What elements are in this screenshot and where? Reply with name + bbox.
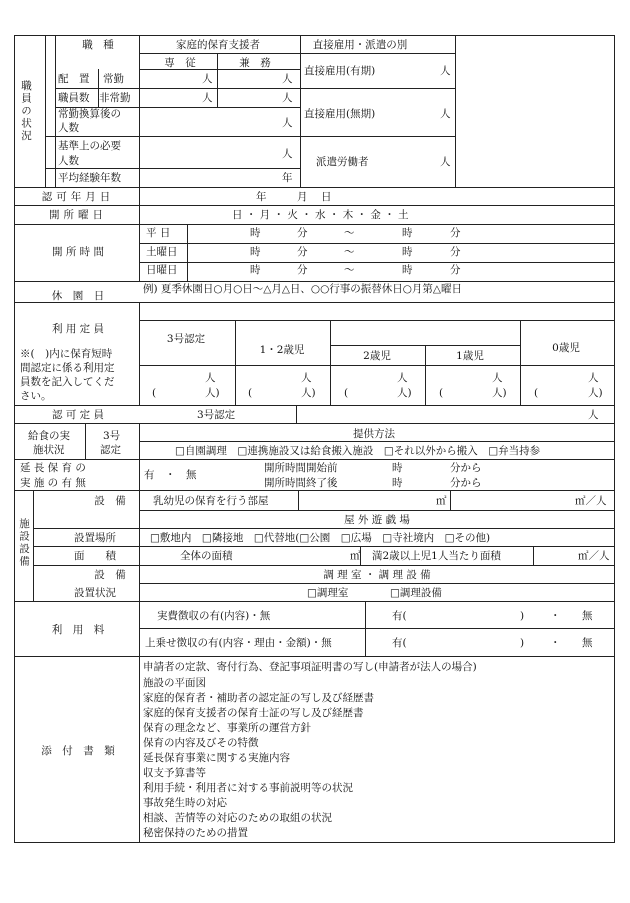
capacity-note-4: さい。	[20, 390, 52, 402]
saturday-tilde: ～	[344, 246, 355, 258]
extended-end-label: 開所時間終了後	[264, 477, 338, 489]
required-label-2: 人数	[58, 155, 79, 167]
fte-label: 常勤換算後の	[58, 108, 121, 120]
location-options: □敷地内 □隣接地 □代替地(□公園 □広場 □寺社境内 □その他)	[150, 532, 491, 544]
full-time-header: 専 従	[164, 57, 196, 69]
grid-line	[14, 281, 615, 282]
age-1-2-header: 1・2歳児	[259, 344, 305, 356]
attachment-item: 秘密保持のための措置	[143, 827, 248, 839]
meals-cert-label: 3号	[103, 430, 121, 442]
grid-line	[33, 528, 615, 529]
extended-care-label: 延 長 保 育 の	[20, 462, 86, 474]
grid-line	[300, 136, 456, 137]
grid-line	[14, 601, 615, 602]
attachment-item: 事故発生時の対応	[143, 797, 227, 809]
grid-line	[14, 35, 15, 843]
fees-label: 利 用 料	[51, 624, 105, 636]
attachment-item: 相談、苦情等の対応のための取組の状況	[143, 812, 332, 824]
grid-line	[139, 510, 615, 511]
grid-line	[298, 490, 299, 511]
grid-line	[14, 459, 615, 460]
grid-line	[300, 88, 456, 89]
fees-actual-label: 実費徴収の有(内容)・無	[157, 610, 271, 622]
sunday-tilde: ～	[344, 264, 355, 276]
kitchen-header: 調 理 室 ・ 調 理 設 備	[323, 569, 431, 581]
grid-line	[14, 423, 615, 424]
meals-label-2: 施状況	[33, 444, 65, 456]
grid-line	[14, 656, 615, 657]
age1-short-close: 人)	[492, 387, 507, 399]
regular-full-time-unit: 人	[202, 73, 213, 85]
grid-line	[45, 168, 301, 169]
open-days-label: 開所曜日	[49, 209, 107, 221]
age-2-header: 2歳児	[363, 350, 391, 362]
grid-line	[330, 345, 521, 346]
regular-concurrent-unit: 人	[282, 73, 293, 85]
direct-open-unit: 人	[440, 108, 451, 120]
grid-line	[45, 35, 46, 188]
meals-cert-label-2: 認定	[100, 444, 121, 456]
grid-line	[14, 490, 615, 491]
location-label: 設置場所	[74, 532, 116, 544]
saturday-end-minute: 分	[450, 246, 461, 258]
grid-line	[300, 35, 301, 188]
grid-line	[139, 365, 615, 366]
grid-line	[217, 53, 218, 108]
weekday-start-minute: 分	[297, 227, 308, 239]
age1-short-open: (	[439, 387, 444, 399]
weekday-end-minute: 分	[450, 227, 461, 239]
age-0-header: 0歳児	[552, 342, 580, 354]
grid-line	[85, 423, 86, 460]
meals-method-header: 提供方法	[353, 428, 395, 440]
grid-line	[14, 224, 615, 225]
fees-actual-dot: ・	[550, 610, 561, 622]
grid-line	[450, 490, 451, 511]
capacity-cert3-header: 3号認定	[166, 333, 206, 345]
fees-actual-yes: 有(	[392, 610, 407, 622]
grid-line	[425, 345, 426, 406]
grid-line	[139, 583, 615, 584]
grid-line	[139, 187, 140, 282]
attachment-item: 施設の平面図	[143, 677, 206, 689]
licensed-cert3-label: 3号認定	[197, 409, 236, 421]
attachment-item: 申請者の定款、寄付行為、登記事項証明書の写し(申請者が法人の場合)	[143, 661, 477, 673]
extended-yes-no: 有 ・ 無	[144, 469, 197, 481]
grid-line	[139, 243, 615, 244]
equipment-label: 設 備	[94, 495, 126, 507]
weekday-label: 平 日	[146, 227, 171, 239]
holidays-label: 休 園 日	[51, 290, 105, 302]
capacity-note-2: 間認定に係る利用定	[20, 362, 115, 374]
grid-line	[14, 35, 615, 36]
fte-label-2: 人数	[58, 122, 79, 134]
grid-line	[139, 53, 456, 54]
per-child-area-unit: ㎡／人	[578, 550, 610, 562]
grid-line	[614, 35, 615, 843]
fte-unit: 人	[282, 117, 293, 129]
grid-line	[139, 35, 140, 188]
age2-unit: 人	[397, 372, 408, 384]
extended-start-from: 分から	[450, 462, 482, 474]
fees-topup-close: )	[520, 637, 525, 649]
saturday-label: 土曜日	[146, 246, 178, 258]
age2-short-close: 人)	[397, 387, 412, 399]
extended-care-label-2: 実 施 の 有 無	[20, 477, 86, 489]
grid-line	[139, 441, 615, 442]
grid-line	[14, 187, 615, 188]
open-hours-label: 開 所 時 間	[51, 246, 105, 258]
grid-line	[139, 320, 615, 321]
approval-date-label: 認可年月日	[41, 191, 115, 203]
capacity-note-3: 員数を記入してくだ	[20, 376, 115, 388]
grid-line	[55, 88, 301, 89]
playground-header: 屋 外 遊 戯 場	[344, 514, 410, 526]
attachment-item: 延長保育事業に関する実施内容	[143, 752, 290, 764]
cert3-short-open: (	[152, 387, 157, 399]
grid-line	[139, 302, 140, 406]
saturday-start-hour: 時	[250, 246, 261, 258]
non-regular-full-time-unit: 人	[202, 92, 213, 104]
extended-end-from: 分から	[450, 477, 482, 489]
weekday-start-hour: 時	[250, 227, 261, 239]
sunday-end-minute: 分	[450, 264, 461, 276]
infant-room-label: 乳幼児の保育を行う部屋	[153, 495, 269, 507]
grid-line	[139, 262, 615, 263]
age0-short-close: 人)	[588, 387, 603, 399]
sunday-label: 日曜日	[146, 264, 178, 276]
fees-actual-close: )	[520, 610, 525, 622]
approval-day: 日	[321, 191, 332, 203]
age-1-header: 1歳児	[456, 350, 484, 362]
non-regular-label: 非常勤	[99, 92, 131, 104]
approval-year: 年	[256, 191, 267, 203]
grid-line	[520, 320, 521, 406]
grid-line	[296, 405, 297, 424]
experience-unit: 年	[282, 172, 293, 184]
infant-room-per-unit: ㎡／人	[575, 495, 607, 507]
grid-line	[14, 205, 615, 206]
age1-unit: 人	[492, 372, 503, 384]
age0-short-open: (	[534, 387, 539, 399]
grid-line	[139, 459, 140, 491]
grid-line	[139, 601, 140, 657]
infant-room-area-unit: ㎡	[436, 495, 447, 507]
sunday-end-hour: 時	[402, 264, 413, 276]
attachment-item: 収支予算書等	[143, 767, 206, 779]
extended-start-hour: 時	[392, 462, 403, 474]
fees-topup-no: 無	[582, 637, 593, 649]
saturday-start-minute: 分	[297, 246, 308, 258]
grid-line	[55, 35, 56, 188]
direct-open-label: 直接雇用(無期)	[304, 108, 376, 120]
age2-short-open: (	[344, 387, 349, 399]
extended-end-hour: 時	[392, 477, 403, 489]
attachment-item: 利用手続・利用者に対する事前説明等の状況	[143, 782, 353, 794]
grid-line	[14, 405, 615, 406]
grid-line	[139, 656, 140, 843]
holidays-example: 例) 夏季休園日○月○日～△月△日、○○行事の振替休日○月第△曜日	[143, 283, 462, 295]
attachment-item: 保育の理念など、事業所の運営方針	[143, 722, 311, 734]
attachments-label: 添 付 書 類	[41, 745, 115, 757]
grid-line	[139, 628, 615, 629]
concurrent-header: 兼 務	[239, 57, 271, 69]
grid-line	[455, 35, 456, 188]
attachment-item: 保育の内容及びその特徴	[143, 737, 259, 749]
age12-unit: 人	[301, 372, 312, 384]
fees-topup-label: 上乗せ徴収の有(内容・理由・金額)・無	[145, 637, 332, 649]
weekday-end-hour: 時	[402, 227, 413, 239]
placement-label: 配 置	[58, 73, 90, 85]
area-label: 面 積	[74, 550, 116, 562]
sunday-start-hour: 時	[250, 264, 261, 276]
job-type-label: 職 種	[82, 39, 114, 51]
approval-month: 月	[297, 191, 308, 203]
grid-line	[45, 136, 301, 137]
kitchen-equipment-option: □調理設備	[390, 587, 442, 599]
cert3-unit: 人	[205, 372, 216, 384]
age12-short-close: 人)	[301, 387, 316, 399]
grid-line	[33, 565, 615, 566]
facility-section-label: 施設設備	[18, 518, 30, 568]
open-days-value: 日 ・ 月 ・ 火 ・ 水 ・ 木 ・ 金 ・ 土	[232, 209, 409, 221]
employment-type-header: 直接雇用・派遣の別	[312, 39, 408, 51]
attachment-item: 家庭的保育支援者の保育士証の写し及び経歴書	[143, 707, 364, 719]
required-label: 基準上の必要	[58, 140, 121, 152]
saturday-end-hour: 時	[402, 246, 413, 258]
weekday-tilde: ～	[344, 227, 355, 239]
placement-label-2: 職員数	[58, 92, 90, 104]
grid-line	[33, 546, 615, 547]
staff-section-label: 職員の状況	[20, 80, 32, 143]
grid-line	[365, 601, 366, 657]
total-area-label: 全体の面積	[180, 550, 233, 562]
fees-actual-no: 無	[582, 610, 593, 622]
regular-label: 常勤	[103, 73, 124, 85]
capacity-label: 利 用 定 員	[51, 323, 105, 335]
cert3-short-close: 人)	[205, 387, 220, 399]
fees-topup-yes: 有(	[392, 637, 407, 649]
role-header: 家庭的保育支援者	[176, 39, 260, 51]
extended-start-label: 開所時間開始前	[264, 462, 338, 474]
meals-options: □自園調理 □連携施設又は給食搬入施設 □それ以外から搬入 □弁当持参	[175, 445, 541, 457]
grid-line	[330, 320, 331, 406]
dispatch-label: 派遣労働者	[316, 156, 369, 168]
direct-fixed-unit: 人	[440, 65, 451, 77]
direct-fixed-label: 直接雇用(有期)	[304, 65, 376, 77]
grid-line	[14, 842, 615, 843]
grid-line	[187, 224, 188, 282]
capacity-note: ※( )内に保育短時	[20, 348, 113, 360]
kitchen-room-option: □調理室	[307, 587, 349, 599]
licensed-capacity-label: 認 可 定 員	[51, 409, 105, 421]
age12-short-open: (	[248, 387, 253, 399]
grid-line	[235, 320, 236, 406]
status-label: 設置状況	[74, 587, 116, 599]
kitchen-equipment-label: 設 備	[94, 569, 126, 581]
meals-label: 給食の実	[28, 430, 70, 442]
non-regular-concurrent-unit: 人	[282, 92, 293, 104]
sunday-start-minute: 分	[297, 264, 308, 276]
licensed-unit: 人	[588, 409, 599, 421]
required-unit: 人	[282, 148, 293, 160]
experience-label: 平均経験年数	[58, 172, 121, 184]
total-area-unit: ㎡	[350, 550, 361, 562]
dispatch-unit: 人	[440, 156, 451, 168]
fees-topup-dot: ・	[550, 637, 561, 649]
per-child-area-label: 満2歳以上児1人当たり面積	[372, 550, 501, 562]
attachment-item: 家庭的保育者・補助者の認定証の写し及び経歴書	[143, 692, 374, 704]
age0-unit: 人	[588, 372, 599, 384]
grid-line	[533, 546, 534, 566]
